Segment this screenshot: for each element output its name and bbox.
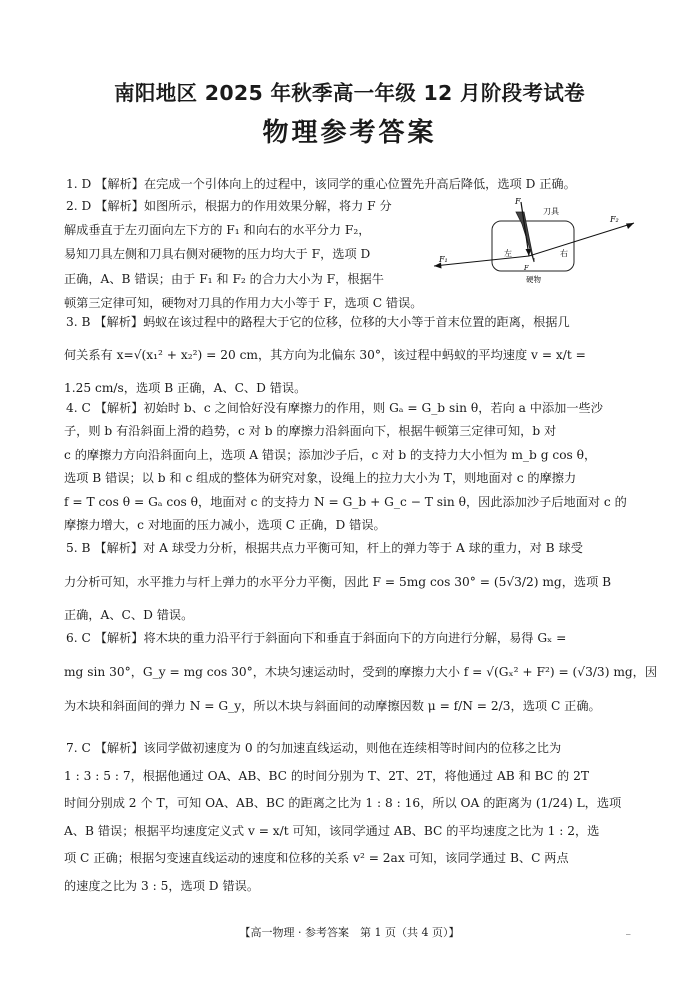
knife-force-diagram xyxy=(430,194,640,289)
answer-line: 何关系有 x=√(x₁² + x₂²) = 20 cm，其方向为北偏东 30°，该过程中蚂蚁的平均速度 v = x/t = xyxy=(64,348,586,362)
answer-line: 摩擦力增大，c 对地面的压力减小，选项 C 正确，D 错误。 xyxy=(64,518,386,532)
corner-mark: _ xyxy=(626,925,631,935)
answer-line: mg sin 30°，G_y = mg cos 30°，木块匀速运动时，受到的摩擦力大小 f = √(Gₓ² + F²) = (√3/3) mg，因 xyxy=(64,665,658,679)
answer-line: 1.25 cm/s，选项 B 正确，A、C、D 错误。 xyxy=(64,381,307,395)
answer-line: 5. B 【解析】对 A 球受力分析，根据共点力平衡可知，杆上的弹力等于 A 球的重力，对 B 球受 xyxy=(66,541,583,555)
answer-line: 2. D 【解析】如图所示，根据力的作用效果分解，将力 F 分 xyxy=(66,199,392,213)
answer-line: 正确，A、C、D 错误。 xyxy=(64,608,194,622)
label-f-bottom: F xyxy=(524,264,529,272)
answer-line: 时间分别成 2 个 T，可知 OA、AB、BC 的距离之比为 1 : 8 : 16，所以 OA 的距离为 (1/24) L，选项 xyxy=(64,796,622,811)
answer-line: 正确，A、B 错误；由于 F₁ 和 F₂ 的合力大小为 F，根据牛 xyxy=(64,271,384,286)
answer-line: 项 C 正确；根据匀变速直线运动的速度和位移的关系 v² = 2ax 可知，该同学通过 B、C 两点 xyxy=(64,851,569,866)
knife-blade xyxy=(516,212,534,262)
label-left: 左 xyxy=(504,249,512,258)
force-f2-arrowhead xyxy=(626,223,634,229)
answer-line: 力分析可知，水平推力与杆上弹力的水平分力平衡，因此 F = 5mg cos 30° = (5√3/2) mg，选项 B xyxy=(64,574,612,589)
force-f1-arrow xyxy=(434,256,529,266)
label-f1: F₁ xyxy=(439,255,448,264)
page-footer: 【高一物理 · 参考答案 第 1 页（共 4 页）】 xyxy=(239,926,460,939)
answer-key-heading: 物理参考答案 xyxy=(262,118,437,148)
answer-line: 6. C 【解析】将木块的重力沿平行于斜面向下和垂直于斜面向下的方向进行分解，易得 Gₓ = xyxy=(66,631,567,645)
force-f2-arrow xyxy=(529,223,634,256)
answer-line: 的速度之比为 3 : 5，选项 D 错误。 xyxy=(64,879,260,893)
answer-line: 4. C 【解析】初始时 b、c 之间恰好没有摩擦力的作用，则 Gₐ = G_b sin θ，若向 a 中添加一些沙 xyxy=(66,401,603,415)
answer-line: 3. B 【解析】蚂蚁在该过程中的路程大于它的位移，位移的大小等于首末位置的距离，根据几 xyxy=(66,315,570,329)
answer-line: c 的摩擦力方向沿斜面向上，选项 A 错误；添加沙子后，c 对 b 的支持力大小恒为 m_b g cos θ， xyxy=(64,447,597,462)
answer-line: 解成垂直于左刃面向左下方的 F₁ 和向右的水平分力 F₂， xyxy=(64,223,371,238)
answer-line: A、B 错误；根据平均速度定义式 v = x/t 可知，该同学通过 AB、BC 的平均速度之比为 1 : 2，选 xyxy=(64,823,600,838)
answer-line: f = T cos θ = Gₐ cos θ，地面对 c 的支持力 N = G_b + G_c − T sin θ，因此添加沙子后地面对 c 的 xyxy=(64,494,627,509)
answer-line: 易知刀具左侧和刀具右侧对硬物的压力均大于 F，选项 D xyxy=(64,247,371,262)
label-hard-object: 硬物 xyxy=(526,275,541,284)
answer-line: 选项 B 错误；以 b 和 c 组成的整体为研究对象，设绳上的拉力大小为 T，则地面对 c 的摩擦力 xyxy=(64,471,577,486)
label-right: 右 xyxy=(560,249,568,258)
label-f2: F₂ xyxy=(610,215,619,224)
answer-line: 为木块和斜面间的弹力 N = G_y，所以木块与斜面间的动摩擦因数 μ = f/N = 2/3，选项 C 正确。 xyxy=(64,699,601,713)
answer-line: 7. C 【解析】该同学做初速度为 0 的匀加速直线运动，则他在连续相等时间内的位移之比为 xyxy=(66,741,562,755)
answer-line: 子，则 b 有沿斜面上滑的趋势，c 对 b 的摩擦力沿斜面向下，根据牛顿第三定律可知，b 对 xyxy=(64,424,557,439)
exam-title: 南阳地区 2025 年秋季高一年级 12 月阶段考试卷 xyxy=(114,81,585,105)
answer-line: 顿第三定律可知，硬物对刀具的作用力大小等于 F，选项 C 错误。 xyxy=(64,295,423,310)
answer-line: 1 : 3 : 5 : 7，根据他通过 OA、AB、BC 的时间分别为 T、2T、2T，将他通过 AB 和 BC 的 2T xyxy=(64,768,589,783)
label-tool: 刀具 xyxy=(543,207,559,216)
answer-line: 1. D 【解析】在完成一个引体向上的过程中，该同学的重心位置先升高后降低，选项 D 正确。 xyxy=(66,177,576,191)
label-f: F xyxy=(515,197,521,206)
